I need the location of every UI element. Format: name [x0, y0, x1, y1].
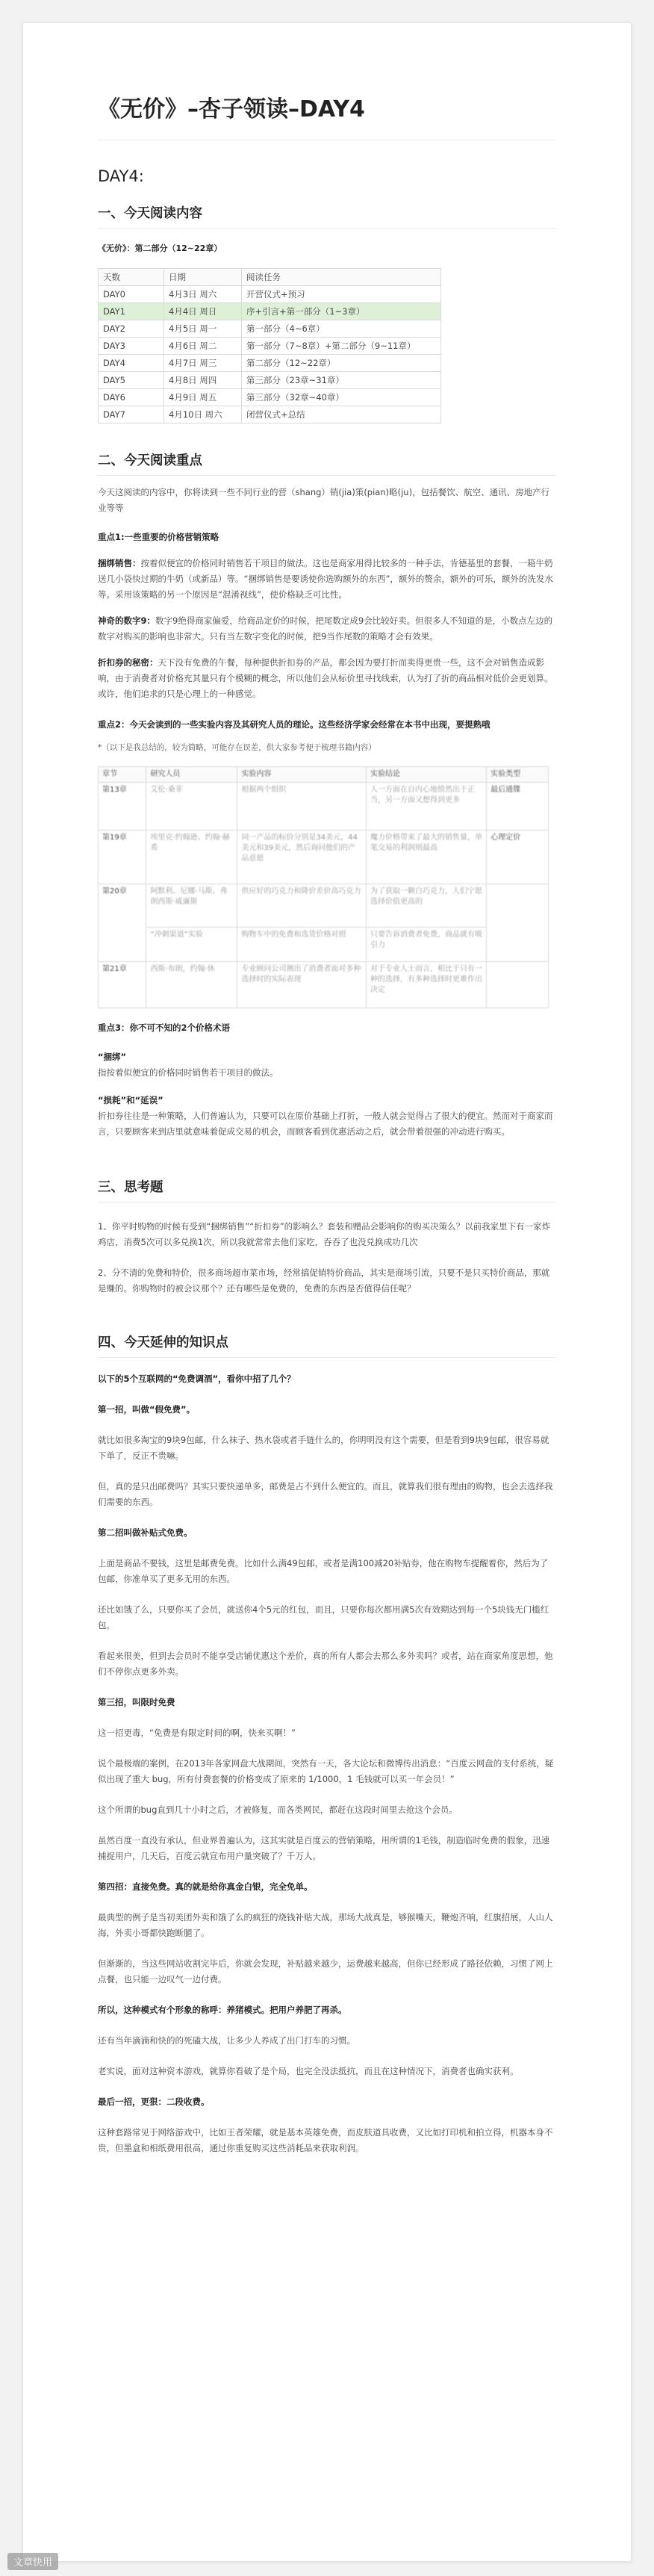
day-label: DAY4:: [98, 167, 144, 185]
experiments-header-cell: 研究人员: [146, 767, 237, 783]
schedule-header-cell: 天数: [99, 269, 164, 286]
coupon-label: 折扣券的秘密：: [98, 657, 158, 668]
trick-4-para: 但渐渐的，当这些网站收割完毕后，你就会发现，补贴越来越少，运费越来越高，但你已经形成了路径依赖，习惯了网上点餐，也只能一边叹气一边付费。: [98, 1958, 553, 1984]
trick-3-title: 第三招，叫限时免费: [98, 1697, 175, 1707]
trick-5-para: 这种套路常见于网络游戏中，比如王者荣耀，就是基本英雄免费，而皮肤道具收费，又比如打印机和拍立得，机器本身不贵，但墨盒和相纸费用很高，通过你重复购买这些消耗品来获取利润。: [98, 2127, 553, 2153]
schedule-day-cell: DAY2: [99, 320, 164, 338]
bundling-text: 按着似便宜的价格同时销售若干项目的做法。这也是商家用得比较多的一种手法，肯德基里的套餐，一箱牛奶送几小袋快过期的牛奶（或新品）等。“捆绑销售是要诱使你选购额外的东西”，额外的赘余，额外的可乐，额外的洗发水等。采用该策略的另一个原因是“混淆视线”，使价格缺乏可比性。: [98, 558, 553, 600]
experiment-cell: 同一产品的标价分别是34美元，44美元和39美元，然后询问他们的产品意愿: [237, 831, 367, 884]
trick-4-para: 最典型的例子是当初美团外卖和饿了么的疯狂的烧钱补贴大战，那场大战真是，够猴嘴天，鞭炮齐响，红旗招展，人山人海，外卖小哥都快跑断腿了。: [98, 1912, 553, 1938]
number9-label: 神奇的数字9：: [98, 615, 156, 626]
chapter-cell: 第21章: [99, 962, 146, 1008]
experiment-cell: 专业顾问公司测出了消费者面对多种选择时的实际表现: [237, 962, 367, 1008]
experiments-row: [99, 831, 549, 884]
schedule-row: [99, 355, 441, 372]
schedule-table: [98, 268, 441, 423]
trick-1-title: 第一招，叫做“假免费”。: [98, 1404, 196, 1415]
term1-definition: 指按着似便宜的价格同时销售若干项目的做法。: [98, 1067, 278, 1078]
type-cell: [487, 884, 549, 962]
point1-title: 重点1:一些重要的价格营销策略: [98, 532, 219, 542]
schedule-date-cell: 4月6日 周二: [164, 338, 242, 355]
researcher-cell: 阿默利、尼娜·马斯、弗朗西斯·威廉斯: [146, 884, 237, 928]
schedule-task-cell: 开营仪式+预习: [242, 286, 441, 303]
type-cell: 心理定价: [487, 831, 549, 884]
watermark-logo: 文章快用: [7, 2553, 58, 2570]
experiments-header-cell: 实验类型: [487, 767, 549, 783]
researcher-cell: 艾伦·桑菲: [146, 783, 237, 831]
trick-5-title: 最后一招，更狠：二段收费。: [98, 2097, 210, 2107]
experiments-row: [99, 884, 549, 928]
number9-text: 数字9绝得商家偏爱，给商品定价的时候，把尾数定成9会比较好卖。但很多人不知道的是，小数点左边的数字对购买的影响也非常大。只有当左数字变化的时候，把9当作尾数的策略才会有效果。: [98, 615, 553, 642]
experiment-cell: 购物车中的免费和选货价格对照: [237, 928, 367, 962]
question-1: 1、你平时购物的时候有受到“捆绑销售”“折扣券”的影响么？套装和赠品会影响你的购买决策么？以前我家里下有一家炸鸡店，消费5次可以多兑换1次，所以我就常常去他们家吃，吞吞了也没兑换成功几次: [98, 1221, 551, 1247]
experiments-row: [99, 783, 549, 831]
schedule-date-cell: 4月10日 周六: [164, 406, 242, 423]
schedule-day-cell: DAY7: [99, 406, 164, 423]
schedule-row: [99, 286, 441, 303]
trick-4-para-bold: 所以，这种模式有个形象的称呼：养猪模式。把用户养肥了再杀。: [98, 2005, 347, 2015]
schedule-day-cell: DAY4: [99, 355, 164, 372]
schedule-header-cell: 阅读任务: [242, 269, 441, 286]
experiments-table: [98, 766, 549, 1008]
document-page: [22, 22, 632, 2562]
focus-intro: 今天这阅读的内容中，你将读到一些不同行业的营（shang）销(jia)策(pian)略(ju)，包括餐饮、航空、通讯、房地产行业等等: [98, 487, 550, 513]
schedule-header-cell: 日期: [164, 269, 242, 286]
schedule-day-cell: DAY5: [99, 372, 164, 389]
schedule-row: [99, 320, 441, 338]
point1-coupon: [98, 655, 556, 702]
schedule-day-cell: DAY0: [99, 286, 164, 303]
schedule-day-cell: DAY6: [99, 389, 164, 406]
trick-2-title: 第二招叫做补贴式免费。: [98, 1527, 193, 1538]
schedule-task-cell: 序+引言+第一部分（1~3章）: [242, 303, 441, 320]
researcher-cell: 西斯·布朗，约翰·休: [146, 962, 237, 1008]
schedule-date-cell: 4月8日 周四: [164, 372, 242, 389]
point3-title: 重点3：你不可不知的2个价格术语: [98, 1022, 231, 1033]
term2-title: “损耗”和“延误”: [98, 1095, 164, 1105]
conclusion-cell: 只要告诉消费者免费，商品就有吸引力: [367, 928, 487, 962]
experiment-cell: 根据两个组织: [237, 783, 367, 831]
schedule-row: [99, 338, 441, 355]
chapter-cell: 第13章: [99, 783, 146, 831]
term2-definition: 折扣券往往是一种策略，人们普遍认为，只要可以在原价基础上打折，一般人就会觉得占了很大的便宜。然而对于商家而言，只要顾客来到店里就意味着促成交易的机会，而顾客看到优惠活动之后，就会带着很强的冲动进行购买。: [98, 1111, 553, 1137]
trick-4-title: 第四招：直接免费。真的就是给你真金白银，完全免单。: [98, 1881, 313, 1892]
term1-title: “捆绑”: [98, 1052, 127, 1062]
trick-2-para: 上面是商品不要钱，这里是邮费免费。比如什么满49包邮，或者是满100减20补贴券，他在购物车提醒着你，然后为了包邮，你准单买了更多无用的东西。: [98, 1558, 549, 1584]
trick-4-para: 还有当年滴滴和快的的死磕大战，让多少人养成了出门打车的习惯。: [98, 2035, 355, 2046]
schedule-task-cell: 第二部分（12~22章）: [242, 355, 441, 372]
schedule-task-cell: 第三部分（32章~40章）: [242, 389, 441, 406]
experiments-row: [99, 928, 549, 962]
section-heading-focus: 二、今天阅读重点: [98, 450, 556, 476]
section-heading-questions: 三、思考题: [98, 1177, 556, 1202]
point1-number9: [98, 613, 556, 645]
schedule-date-cell: 4月3日 周六: [164, 286, 242, 303]
section-heading-reading: 一、今天阅读内容: [98, 203, 556, 229]
section-heading-extension: 四、今天延伸的知识点: [98, 1332, 556, 1358]
question-2: 2、分不清的免费和特价，很多商场超市菜市场，经常搞促销特价商品，其实是商场引流，只要不是只买特价商品，那就是赚的。你购物时的被会议那个？还有哪些是免费的，免费的东西是否值得信任呢？: [98, 1267, 550, 1294]
type-cell: [487, 962, 549, 1008]
schedule-task-cell: 第三部分（23章~31章）: [242, 372, 441, 389]
schedule-task-cell: 第一部分（4~6章）: [242, 320, 441, 338]
trick-3-para: 虽然百度一直没有承认，但业界普遍认为，这其实就是百度云的营销策略，用所谓的1毛钱，制造临时免费的假象，迅速捕捉用户，几天后，百度云就宣布用户量突破了？千万人。: [98, 1835, 550, 1861]
schedule-date-cell: 4月4日 周日: [164, 303, 242, 320]
conclusion-cell: 为了获取一颗白巧克力，人们宁愿选择价值更高的: [367, 884, 487, 928]
point1-bundling: [98, 556, 556, 603]
researcher-cell: “冲刺渠道”实验: [146, 928, 237, 962]
schedule-task-cell: 第一部分（7~8章）+第二部分（9~11章）: [242, 338, 441, 355]
schedule-task-cell: 闭营仪式+总结: [242, 406, 441, 423]
schedule-day-cell: DAY1: [99, 303, 164, 320]
bundling-label: 捆绑销售：: [98, 558, 141, 568]
type-cell: 最后通牒: [487, 783, 549, 831]
trick-3-para: 说个最极端的案例，在2013年各家网盘大战期间，突然有一天，各大论坛和微博传出消息：“百度云网盘的支付系统，疑似出现了重大 bug，所有付费套餐的价格变成了原来的 1/1000，1 毛钱就可以买一年会员！”: [98, 1758, 554, 1784]
point2-title: 重点2：今天会读到的一些实验内容及其研究人员的理论。这些经济学家会经常在本书中出现，要提熟哦: [98, 719, 490, 730]
trick-3-para: 这一招更毒，“免费是有限定时间的啊，快来买啊！”: [98, 1728, 296, 1738]
schedule-date-cell: 4月5日 周一: [164, 320, 242, 338]
chapter-cell: 第20章: [99, 884, 146, 962]
experiments-header-cell: 实验内容: [237, 767, 367, 783]
schedule-row: [99, 406, 441, 423]
trick-1-para: 就比如很多淘宝的9块9包邮，什么袜子、热水袋或者手链什么的，你明明没有这个需要，但是看到9块9包邮，很容易就下单了，反正不贵嘛。: [98, 1435, 549, 1461]
extension-lead: 以下的5个互联网的“免费调酒”，看你中招了几个？: [98, 1374, 296, 1384]
trick-2-para: 看起来很美，但到去会员时不能享受店铺优惠这个差价，真的所有人都会去那么多外卖吗？或者，站在商家角度思想，他们不停你点更多外卖。: [98, 1651, 553, 1677]
conclusion-cell: 对于专业人士而言，相比于只有一种的选择，有多种选择时更难作出决定: [367, 962, 487, 1008]
schedule-header-row: [99, 269, 441, 286]
schedule-row: [99, 389, 441, 406]
experiments-header-cell: 实验结论: [367, 767, 487, 783]
conclusion-cell: 人一方面在自内心地愤然出于正当，另一方面又想得到更多: [367, 783, 487, 831]
trick-4-para: 老实说，面对这种资本游戏，就算你看破了是个局，也完全没法抵抗，而且在这种情况下，消费者也确实获利。: [98, 2066, 519, 2076]
trick-1-para: 但，真的是只出邮费吗？其实只要快递单多，邮费是占不到什么便宜的。而且，就算我们很有理由的购物，也会去选择我们需要的东西。: [98, 1481, 553, 1507]
experiments-header-row: [99, 767, 549, 783]
schedule-row-highlighted: [99, 303, 441, 320]
chapter-cell: 第19章: [99, 831, 146, 884]
experiments-row: [99, 962, 549, 1008]
trick-2-para: 还比如饿了么，只要你买了会员，就送你4个5元的红包，而且，只要你每次都用满5次有效期达到每一个5块钱无门槛红包。: [98, 1604, 549, 1630]
page-title: 《无价》–杏子领读–DAY4: [98, 90, 556, 140]
coupon-text: 天下没有免费的午餐，每种提供折扣券的产品，都会因为要打折而卖得更贵一些，这不会对销售造成影响，由于消费者对价格充其量只有个模糊的概念，所以他们会从标价里寻找线索，认为打了折的商品相对低价会更划算。或许，他们追求的只是心理上的一种感觉。: [98, 657, 553, 699]
schedule-day-cell: DAY3: [99, 338, 164, 355]
schedule-row: [99, 372, 441, 389]
conclusion-cell: 魔力价格带来了最大的销售量，单笔交易的利润则最高: [367, 831, 487, 884]
schedule-date-cell: 4月7日 周三: [164, 355, 242, 372]
experiments-header-cell: 章节: [99, 767, 146, 783]
experiment-cell: 供应好的巧克力和降价差价高巧克力: [237, 884, 367, 928]
reading-subtitle: 《无价》：第二部分（12~22章）: [98, 243, 222, 253]
researcher-cell: 埃里克·约翰逊、约翰·赫希: [146, 831, 237, 884]
schedule-date-cell: 4月9日 周五: [164, 389, 242, 406]
table2-note: *（以下是我总结的，较为简略，可能存在误差，供大家参考便于梳理书籍内容）: [98, 743, 376, 752]
trick-3-para: 这个所谓的bug直到几十小时之后，才被修复，而各类网民，都赶在这段时间里去抢这个会员。: [98, 1804, 458, 1815]
